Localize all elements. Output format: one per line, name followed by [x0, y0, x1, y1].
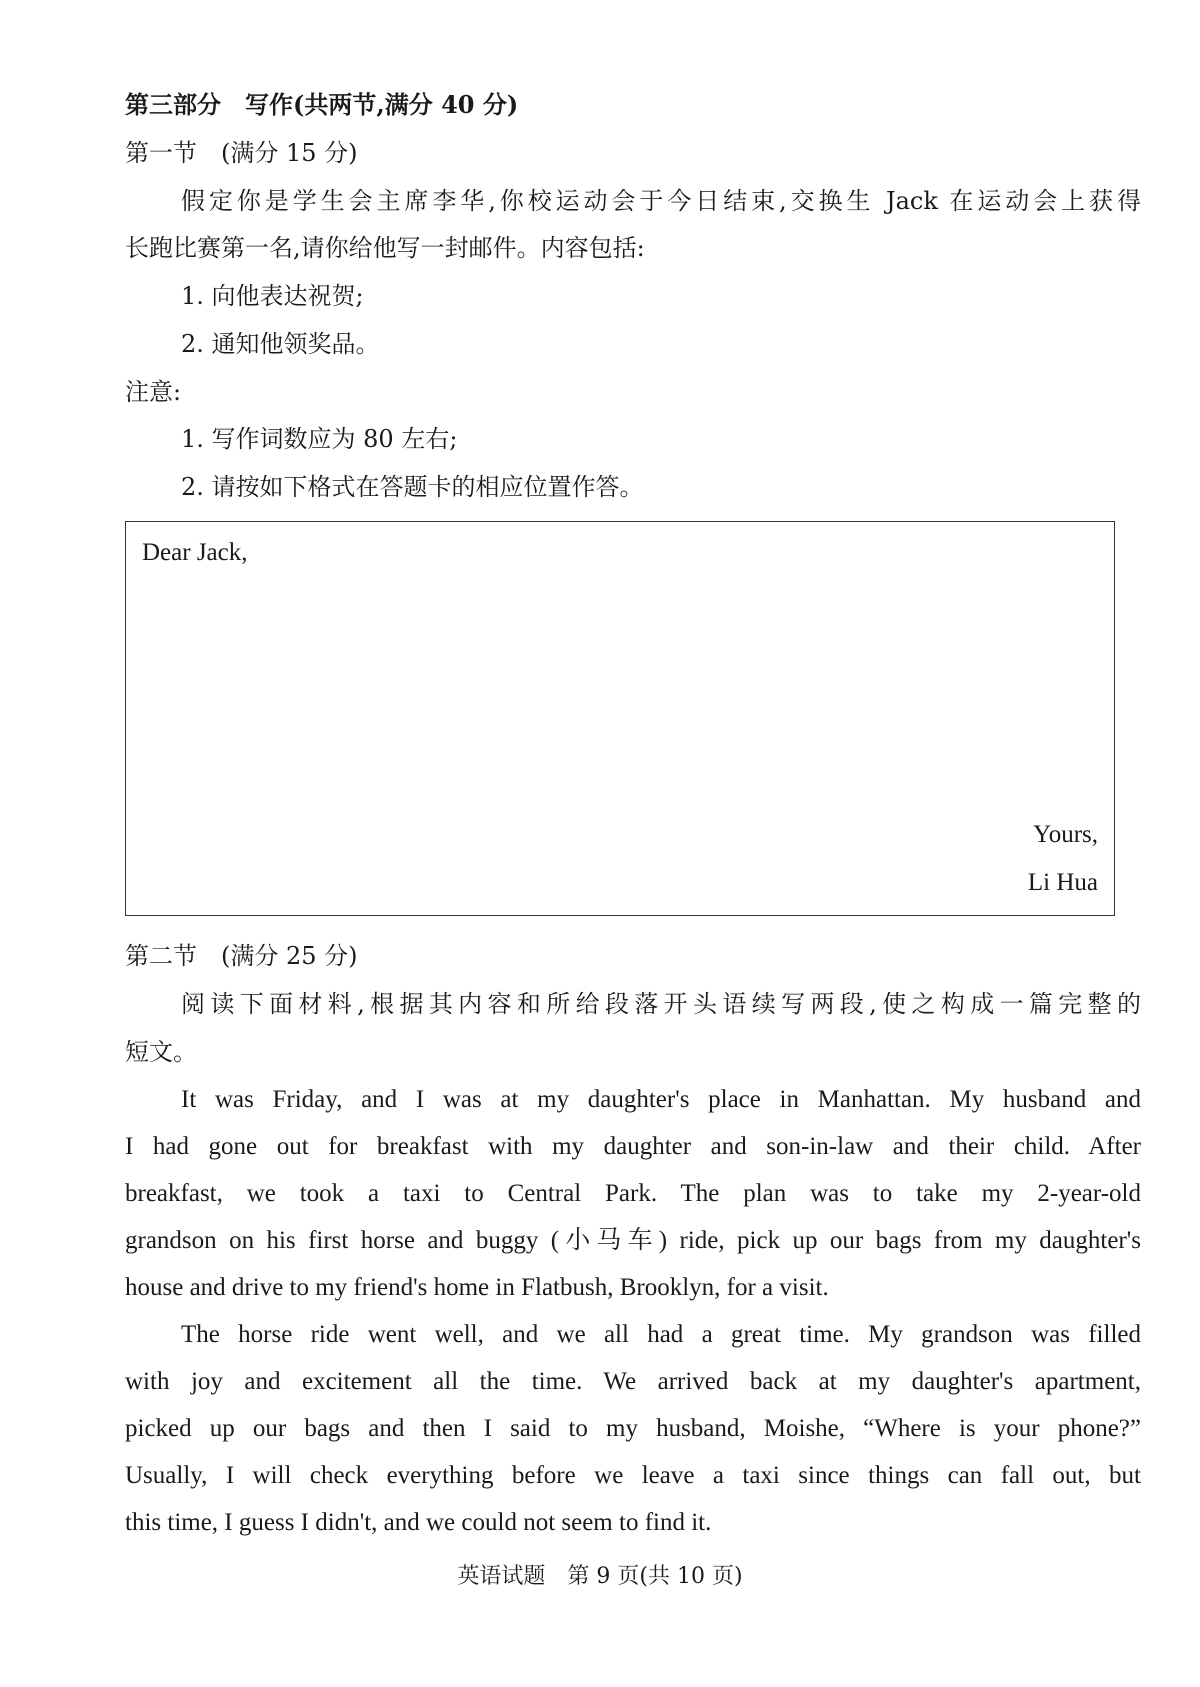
section2-prompt-line1: 阅读下面材料,根据其内容和所给段落开头语续写两段,使之构成一篇完整的 [181, 990, 1141, 1018]
section1-point-1: 1. 向他表达祝贺; [181, 282, 364, 310]
passage-p2-line1: The horse ride went well, and we all had a great time. My grandson was filled [181, 1321, 1141, 1348]
passage-p2-line5: this time, I guess I didn't, and we could not seem to find it. [125, 1509, 712, 1536]
passage-p1-line4: grandson on his first horse and buggy (小马车) ride, pick up our bags from my daughter's [125, 1227, 1141, 1254]
passage-p1-line5: house and drive to my friend's home in Flatbush, Brooklyn, for a visit. [125, 1274, 829, 1301]
passage-p2-line4: Usually, I will check everything before we leave a taxi since things can fall out, but [125, 1462, 1141, 1489]
note-1: 1. 写作词数应为 80 左右; [181, 425, 458, 453]
section2-prompt-line2: 短文。 [125, 1038, 197, 1066]
section1-point-2: 2. 通知他领奖品。 [181, 330, 380, 358]
letter-signature: Li Hua [1027, 869, 1098, 896]
section1-prompt-line2: 长跑比赛第一名,请你给他写一封邮件。内容包括: [125, 234, 645, 262]
notes-label: 注意: [125, 378, 182, 406]
letter-salutation: Dear Jack, [142, 539, 248, 566]
section2-heading: 第二节 (满分 25 分) [125, 942, 358, 970]
part-title: 第三部分 写作(共两节,满分 40 分) [125, 90, 519, 119]
section1-prompt-line1: 假定你是学生会主席李华,你校运动会于今日结束,交换生 Jack 在运动会上获得 [181, 187, 1141, 215]
passage-p1-line2: I had gone out for breakfast with my daughter and son-in-law and their child. After [125, 1133, 1141, 1160]
letter-closing: Yours, [1033, 821, 1098, 848]
section1-heading: 第一节 (满分 15 分) [125, 139, 358, 167]
passage-p1-line1: It was Friday, and I was at my daughter's place in Manhattan. My husband and [181, 1086, 1141, 1113]
note-2: 2. 请按如下格式在答题卡的相应位置作答。 [181, 473, 644, 501]
passage-p2-line3: picked up our bags and then I said to my husband, Moishe, “Where is your phone?” [125, 1415, 1141, 1442]
passage-p2-line2: with joy and excitement all the time. We arrived back at my daughter's apartment, [125, 1368, 1141, 1395]
letter-format-box [125, 521, 1115, 916]
page-footer: 英语试题 第 9 页(共 10 页) [457, 1564, 743, 1589]
passage-p1-line3: breakfast, we took a taxi to Central Park. The plan was to take my 2-year-old [125, 1180, 1141, 1207]
